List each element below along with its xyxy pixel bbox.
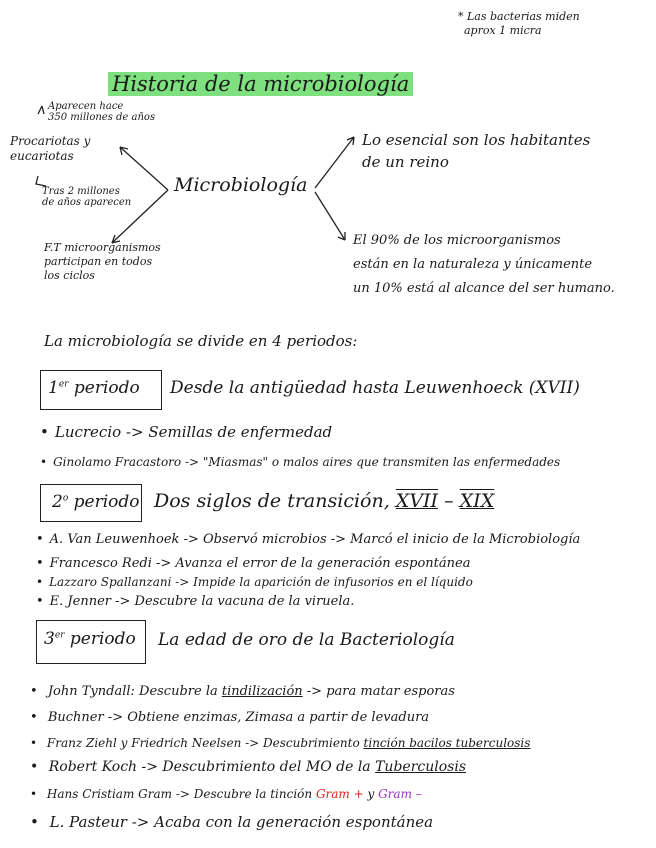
arrow-to-ninety (315, 192, 345, 240)
item-text: John Tyndall: Descubre la (47, 684, 222, 699)
node-line: están en la naturaleza y únicamente (353, 257, 593, 272)
period-1-label (48, 378, 140, 398)
period-1-description: Desde la antigüedad hasta Leuwenhoeck (XVII) (170, 378, 580, 398)
node-line: los ciclos (44, 269, 95, 282)
period-3-item (30, 684, 455, 699)
node-line: un 10% está al alcance del ser humano. (353, 281, 615, 296)
arrow-to-cycles (112, 190, 168, 243)
note-line: Aparecen hace (48, 101, 124, 112)
period-3-label (44, 629, 136, 649)
period-description-text: Dos siglos de transición, (154, 490, 390, 512)
period-3-item (30, 736, 530, 750)
side-note-line: * Las bacterias miden (458, 10, 580, 23)
note-line: Tras 2 millones (42, 186, 120, 197)
note-line: de años aparecen (42, 197, 132, 208)
mind-map-arrows (0, 0, 656, 320)
period-sup: er (54, 630, 65, 641)
small-arrow (38, 106, 44, 114)
period-sup: er (58, 379, 69, 390)
period-2-item: • Francesco Redi -> Avanza el error de la generación espontánea (36, 556, 470, 571)
period-number: 3 (44, 629, 55, 649)
period-1-item: • Lucrecio -> Semillas de enfermedad (40, 423, 332, 441)
period-word: periodo (73, 492, 140, 512)
period-2-label (52, 492, 140, 512)
period-sup: o (62, 493, 69, 504)
page-title-text: Historia de la microbiología (108, 72, 413, 96)
period-3-item (30, 813, 433, 831)
gram-positive: Gram + (315, 787, 364, 801)
small-arrow (36, 176, 46, 186)
center-node: Microbiología (174, 174, 308, 196)
period-2-item: • E. Jenner -> Descubre la vacuna de la viruela. (36, 594, 354, 609)
century-to: XIX (459, 490, 495, 512)
period-3-description: La edad de oro de la Bacteriología (158, 630, 455, 650)
side-note-line: aprox 1 micra (464, 24, 542, 37)
node-line: Procariotas y (10, 134, 91, 148)
node-line: El 90% de los microorganismos (353, 233, 561, 248)
item-underlined: Tuberculosis (375, 759, 466, 775)
period-3-item (30, 759, 466, 775)
node-line: Lo esencial son los habitantes (362, 131, 591, 149)
node-line: eucariotas (10, 149, 74, 163)
item-text: L. Pasteur -> Acaba con la generación espontánea (49, 813, 434, 831)
period-3-item (30, 787, 422, 801)
periods-intro: La microbiología se divide en 4 periodos: (44, 332, 358, 350)
item-text: Franz Ziehl y Friedrich Neelsen -> Descubrimiento (46, 736, 364, 750)
period-number: 2 (52, 492, 63, 512)
period-2-item: • Lazzaro Spallanzani -> Impide la aparición de infusorios en el líquido (36, 575, 473, 589)
period-3-item (30, 710, 429, 725)
gram-negative: Gram – (378, 787, 422, 801)
century-dash: – (444, 490, 454, 512)
node-line: F.T microorganismos (44, 241, 161, 254)
period-word: periodo (69, 629, 136, 649)
period-word: periodo (73, 378, 140, 398)
node-line: de un reino (362, 153, 449, 171)
item-text: -> para matar esporas (302, 684, 455, 699)
item-text: Robert Koch -> Descubrimiento del MO de la (48, 759, 376, 775)
period-number: 1 (48, 378, 59, 398)
note-line: 350 millones de años (48, 112, 156, 123)
period-2-description (154, 490, 494, 512)
item-text: y (363, 787, 379, 801)
item-underlined: tinción bacilos tuberculosis (363, 736, 531, 750)
item-text: Buchner -> Obtiene enzimas, Zimasa a partir de levadura (47, 710, 430, 725)
item-text: Hans Cristiam Gram -> Descubre la tinción (46, 787, 316, 801)
century-from: XVII (395, 490, 439, 512)
arrow-to-prokaryotes (120, 147, 168, 190)
item-underlined: tindilización (221, 684, 303, 699)
arrow-to-essential (315, 137, 354, 188)
node-line: participan en todos (44, 255, 153, 268)
period-2-item: • A. Van Leuwenhoek -> Observó microbios -> Marcó el inicio de la Microbiología (36, 532, 580, 547)
period-1-item: • Ginolamo Fracastoro -> "Miasmas" o malos aires que transmiten las enfermedades (40, 455, 560, 469)
